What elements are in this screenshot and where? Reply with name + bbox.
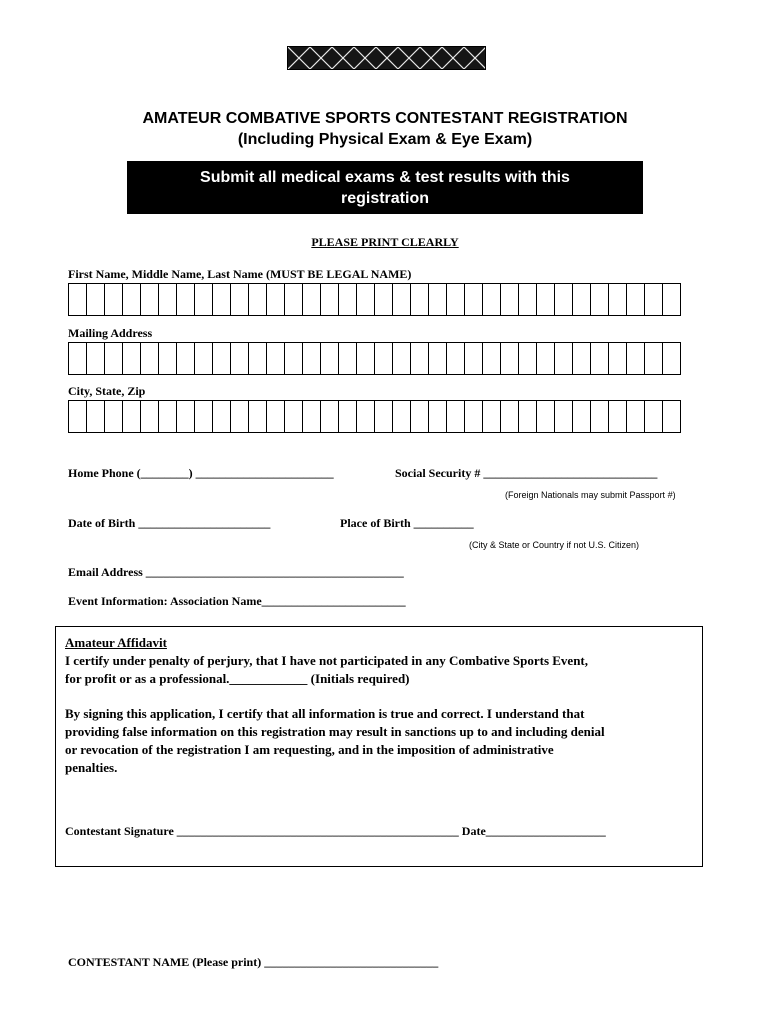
character-box[interactable] bbox=[501, 283, 519, 316]
character-box[interactable] bbox=[537, 283, 555, 316]
print-clearly-note: PLEASE PRINT CLEARLY bbox=[311, 235, 459, 249]
city-label: City, State, Zip bbox=[68, 384, 146, 398]
character-box[interactable] bbox=[87, 400, 105, 433]
character-box[interactable] bbox=[555, 283, 573, 316]
character-box[interactable] bbox=[339, 283, 357, 316]
character-box[interactable] bbox=[429, 342, 447, 375]
character-box[interactable] bbox=[231, 283, 249, 316]
character-box[interactable] bbox=[339, 400, 357, 433]
character-box[interactable] bbox=[177, 283, 195, 316]
address-boxes[interactable] bbox=[68, 342, 681, 375]
character-box[interactable] bbox=[555, 342, 573, 375]
character-box[interactable] bbox=[393, 283, 411, 316]
character-box[interactable] bbox=[663, 400, 681, 433]
character-box[interactable] bbox=[591, 342, 609, 375]
character-box[interactable] bbox=[123, 400, 141, 433]
character-box[interactable] bbox=[375, 400, 393, 433]
character-box[interactable] bbox=[573, 400, 591, 433]
character-box[interactable] bbox=[375, 283, 393, 316]
dob-label: Date of Birth bbox=[68, 516, 136, 530]
character-box[interactable] bbox=[303, 400, 321, 433]
character-box[interactable] bbox=[231, 400, 249, 433]
character-box[interactable] bbox=[159, 342, 177, 375]
signature-field[interactable] bbox=[65, 824, 606, 839]
character-box[interactable] bbox=[87, 283, 105, 316]
pob-note: (City & State or Country if not U.S. Citizen) bbox=[469, 540, 640, 550]
character-box[interactable] bbox=[177, 342, 195, 375]
character-box[interactable] bbox=[357, 400, 375, 433]
character-box[interactable] bbox=[249, 283, 267, 316]
character-box[interactable] bbox=[195, 400, 213, 433]
character-box[interactable] bbox=[321, 400, 339, 433]
character-box[interactable] bbox=[573, 342, 591, 375]
name-label: First Name, Middle Name, Last Name (MUST BE LEGAL NAME) bbox=[68, 267, 412, 281]
character-box[interactable] bbox=[321, 283, 339, 316]
email-label: Email Address bbox=[68, 565, 143, 579]
form-subtitle: (Including Physical Exam & Eye Exam) bbox=[237, 131, 533, 148]
character-box[interactable] bbox=[411, 283, 429, 316]
character-box[interactable] bbox=[195, 283, 213, 316]
character-box[interactable] bbox=[519, 400, 537, 433]
ssn-field[interactable] bbox=[395, 466, 657, 481]
character-box[interactable] bbox=[483, 342, 501, 375]
character-box[interactable] bbox=[285, 400, 303, 433]
character-box[interactable] bbox=[159, 400, 177, 433]
character-box[interactable] bbox=[609, 283, 627, 316]
event-field[interactable] bbox=[68, 594, 406, 609]
character-box[interactable] bbox=[303, 283, 321, 316]
character-box[interactable] bbox=[429, 283, 447, 316]
character-box[interactable] bbox=[393, 342, 411, 375]
home-phone-blank: (________) _______________________ bbox=[136, 466, 334, 480]
signature-label: Contestant Signature bbox=[65, 824, 174, 838]
name-boxes[interactable] bbox=[68, 283, 681, 316]
character-box[interactable] bbox=[447, 400, 465, 433]
character-box[interactable] bbox=[321, 342, 339, 375]
character-box[interactable] bbox=[375, 342, 393, 375]
character-box[interactable] bbox=[429, 400, 447, 433]
character-box[interactable] bbox=[465, 283, 483, 316]
character-box[interactable] bbox=[177, 400, 195, 433]
character-box[interactable] bbox=[591, 400, 609, 433]
character-box[interactable] bbox=[213, 283, 231, 316]
character-box[interactable] bbox=[213, 400, 231, 433]
event-blank: ________________________ bbox=[261, 594, 406, 608]
affidavit-para-line-4: penalties. bbox=[65, 760, 118, 775]
character-box[interactable] bbox=[231, 342, 249, 375]
character-box[interactable] bbox=[447, 283, 465, 316]
character-box[interactable] bbox=[447, 342, 465, 375]
character-box[interactable] bbox=[645, 342, 663, 375]
character-box[interactable] bbox=[105, 342, 123, 375]
affidavit-para-line-3: or revocation of the registration I am requesting, and in the imposition of administrative bbox=[65, 742, 554, 757]
character-box[interactable] bbox=[393, 400, 411, 433]
character-box[interactable] bbox=[105, 400, 123, 433]
character-box[interactable] bbox=[105, 283, 123, 316]
signature-blank: _______________________________________________ bbox=[176, 824, 459, 838]
character-box[interactable] bbox=[537, 400, 555, 433]
character-box[interactable] bbox=[555, 400, 573, 433]
ssn-blank: _____________________________ bbox=[483, 466, 658, 480]
date-blank: ____________________ bbox=[485, 824, 606, 838]
character-box[interactable] bbox=[519, 283, 537, 316]
pob-label: Place of Birth bbox=[340, 516, 411, 530]
character-box[interactable] bbox=[663, 283, 681, 316]
character-box[interactable] bbox=[123, 342, 141, 375]
crosshatch-header-graphic bbox=[287, 46, 486, 70]
character-box[interactable] bbox=[69, 342, 87, 375]
event-label: Event Information: Association Name bbox=[68, 594, 262, 608]
form-title: AMATEUR COMBATIVE SPORTS CONTESTANT REGISTRATION bbox=[142, 110, 628, 127]
banner-line-2: registration bbox=[340, 189, 429, 207]
character-box[interactable] bbox=[69, 400, 87, 433]
address-label: Mailing Address bbox=[68, 326, 153, 340]
character-box[interactable] bbox=[663, 342, 681, 375]
home-phone-field[interactable] bbox=[68, 466, 334, 481]
character-box[interactable] bbox=[285, 342, 303, 375]
email-blank: ___________________________________________ bbox=[145, 565, 404, 579]
contestant-name-label: CONTESTANT NAME (Please print) bbox=[68, 955, 262, 969]
character-box[interactable] bbox=[609, 400, 627, 433]
character-box[interactable] bbox=[141, 283, 159, 316]
dob-blank: ______________________ bbox=[138, 516, 271, 530]
instruction-banner bbox=[127, 161, 643, 214]
character-box[interactable] bbox=[87, 342, 105, 375]
character-box[interactable] bbox=[645, 400, 663, 433]
character-box[interactable] bbox=[519, 342, 537, 375]
character-box[interactable] bbox=[627, 342, 645, 375]
contestant-name-blank: _____________________________ bbox=[264, 955, 439, 969]
character-box[interactable] bbox=[573, 283, 591, 316]
character-box[interactable] bbox=[465, 342, 483, 375]
character-box[interactable] bbox=[357, 342, 375, 375]
ssn-note: (Foreign Nationals may submit Passport #) bbox=[505, 490, 676, 500]
character-box[interactable] bbox=[537, 342, 555, 375]
character-box[interactable] bbox=[411, 400, 429, 433]
ssn-label: Social Security # bbox=[395, 466, 481, 480]
affidavit-initials-line[interactable]: for profit or as a professional.____________ (Initials required) bbox=[65, 671, 410, 686]
character-box[interactable] bbox=[303, 342, 321, 375]
character-box[interactable] bbox=[249, 400, 267, 433]
character-box[interactable] bbox=[645, 283, 663, 316]
character-box[interactable] bbox=[267, 283, 285, 316]
affidavit-line-1: I certify under penalty of perjury, that I have not participated in any Combative Sports Event, bbox=[65, 653, 589, 668]
character-box[interactable] bbox=[249, 342, 267, 375]
dob-field[interactable] bbox=[68, 516, 270, 531]
character-box[interactable] bbox=[267, 400, 285, 433]
character-box[interactable] bbox=[483, 283, 501, 316]
affidavit-heading: Amateur Affidavit bbox=[65, 635, 167, 650]
character-box[interactable] bbox=[141, 342, 159, 375]
character-box[interactable] bbox=[195, 342, 213, 375]
character-box[interactable] bbox=[159, 283, 177, 316]
character-box[interactable] bbox=[501, 400, 519, 433]
pob-blank: __________ bbox=[413, 516, 474, 530]
city-boxes[interactable] bbox=[68, 400, 681, 433]
banner-line-1: Submit all medical exams & test results with this bbox=[200, 168, 570, 186]
contestant-name-field[interactable] bbox=[68, 955, 438, 970]
character-box[interactable] bbox=[465, 400, 483, 433]
email-field[interactable] bbox=[68, 565, 404, 580]
home-phone-label: Home Phone bbox=[68, 466, 134, 480]
character-box[interactable] bbox=[69, 283, 87, 316]
character-box[interactable] bbox=[627, 283, 645, 316]
affidavit-para-line-2: providing false information on this registration may result in sanctions up to and including denial bbox=[65, 724, 605, 739]
character-box[interactable] bbox=[609, 342, 627, 375]
date-label: Date bbox=[461, 824, 486, 838]
character-box[interactable] bbox=[213, 342, 231, 375]
character-box[interactable] bbox=[123, 283, 141, 316]
pob-field[interactable] bbox=[340, 516, 474, 531]
character-box[interactable] bbox=[501, 342, 519, 375]
affidavit-box bbox=[55, 626, 703, 867]
character-box[interactable] bbox=[483, 400, 501, 433]
affidavit-para-line-1: By signing this application, I certify that all information is true and correct. I understand that bbox=[65, 706, 585, 721]
character-box[interactable] bbox=[339, 342, 357, 375]
character-box[interactable] bbox=[357, 283, 375, 316]
character-box[interactable] bbox=[141, 400, 159, 433]
character-box[interactable] bbox=[267, 342, 285, 375]
character-box[interactable] bbox=[411, 342, 429, 375]
character-box[interactable] bbox=[627, 400, 645, 433]
character-box[interactable] bbox=[591, 283, 609, 316]
character-box[interactable] bbox=[285, 283, 303, 316]
